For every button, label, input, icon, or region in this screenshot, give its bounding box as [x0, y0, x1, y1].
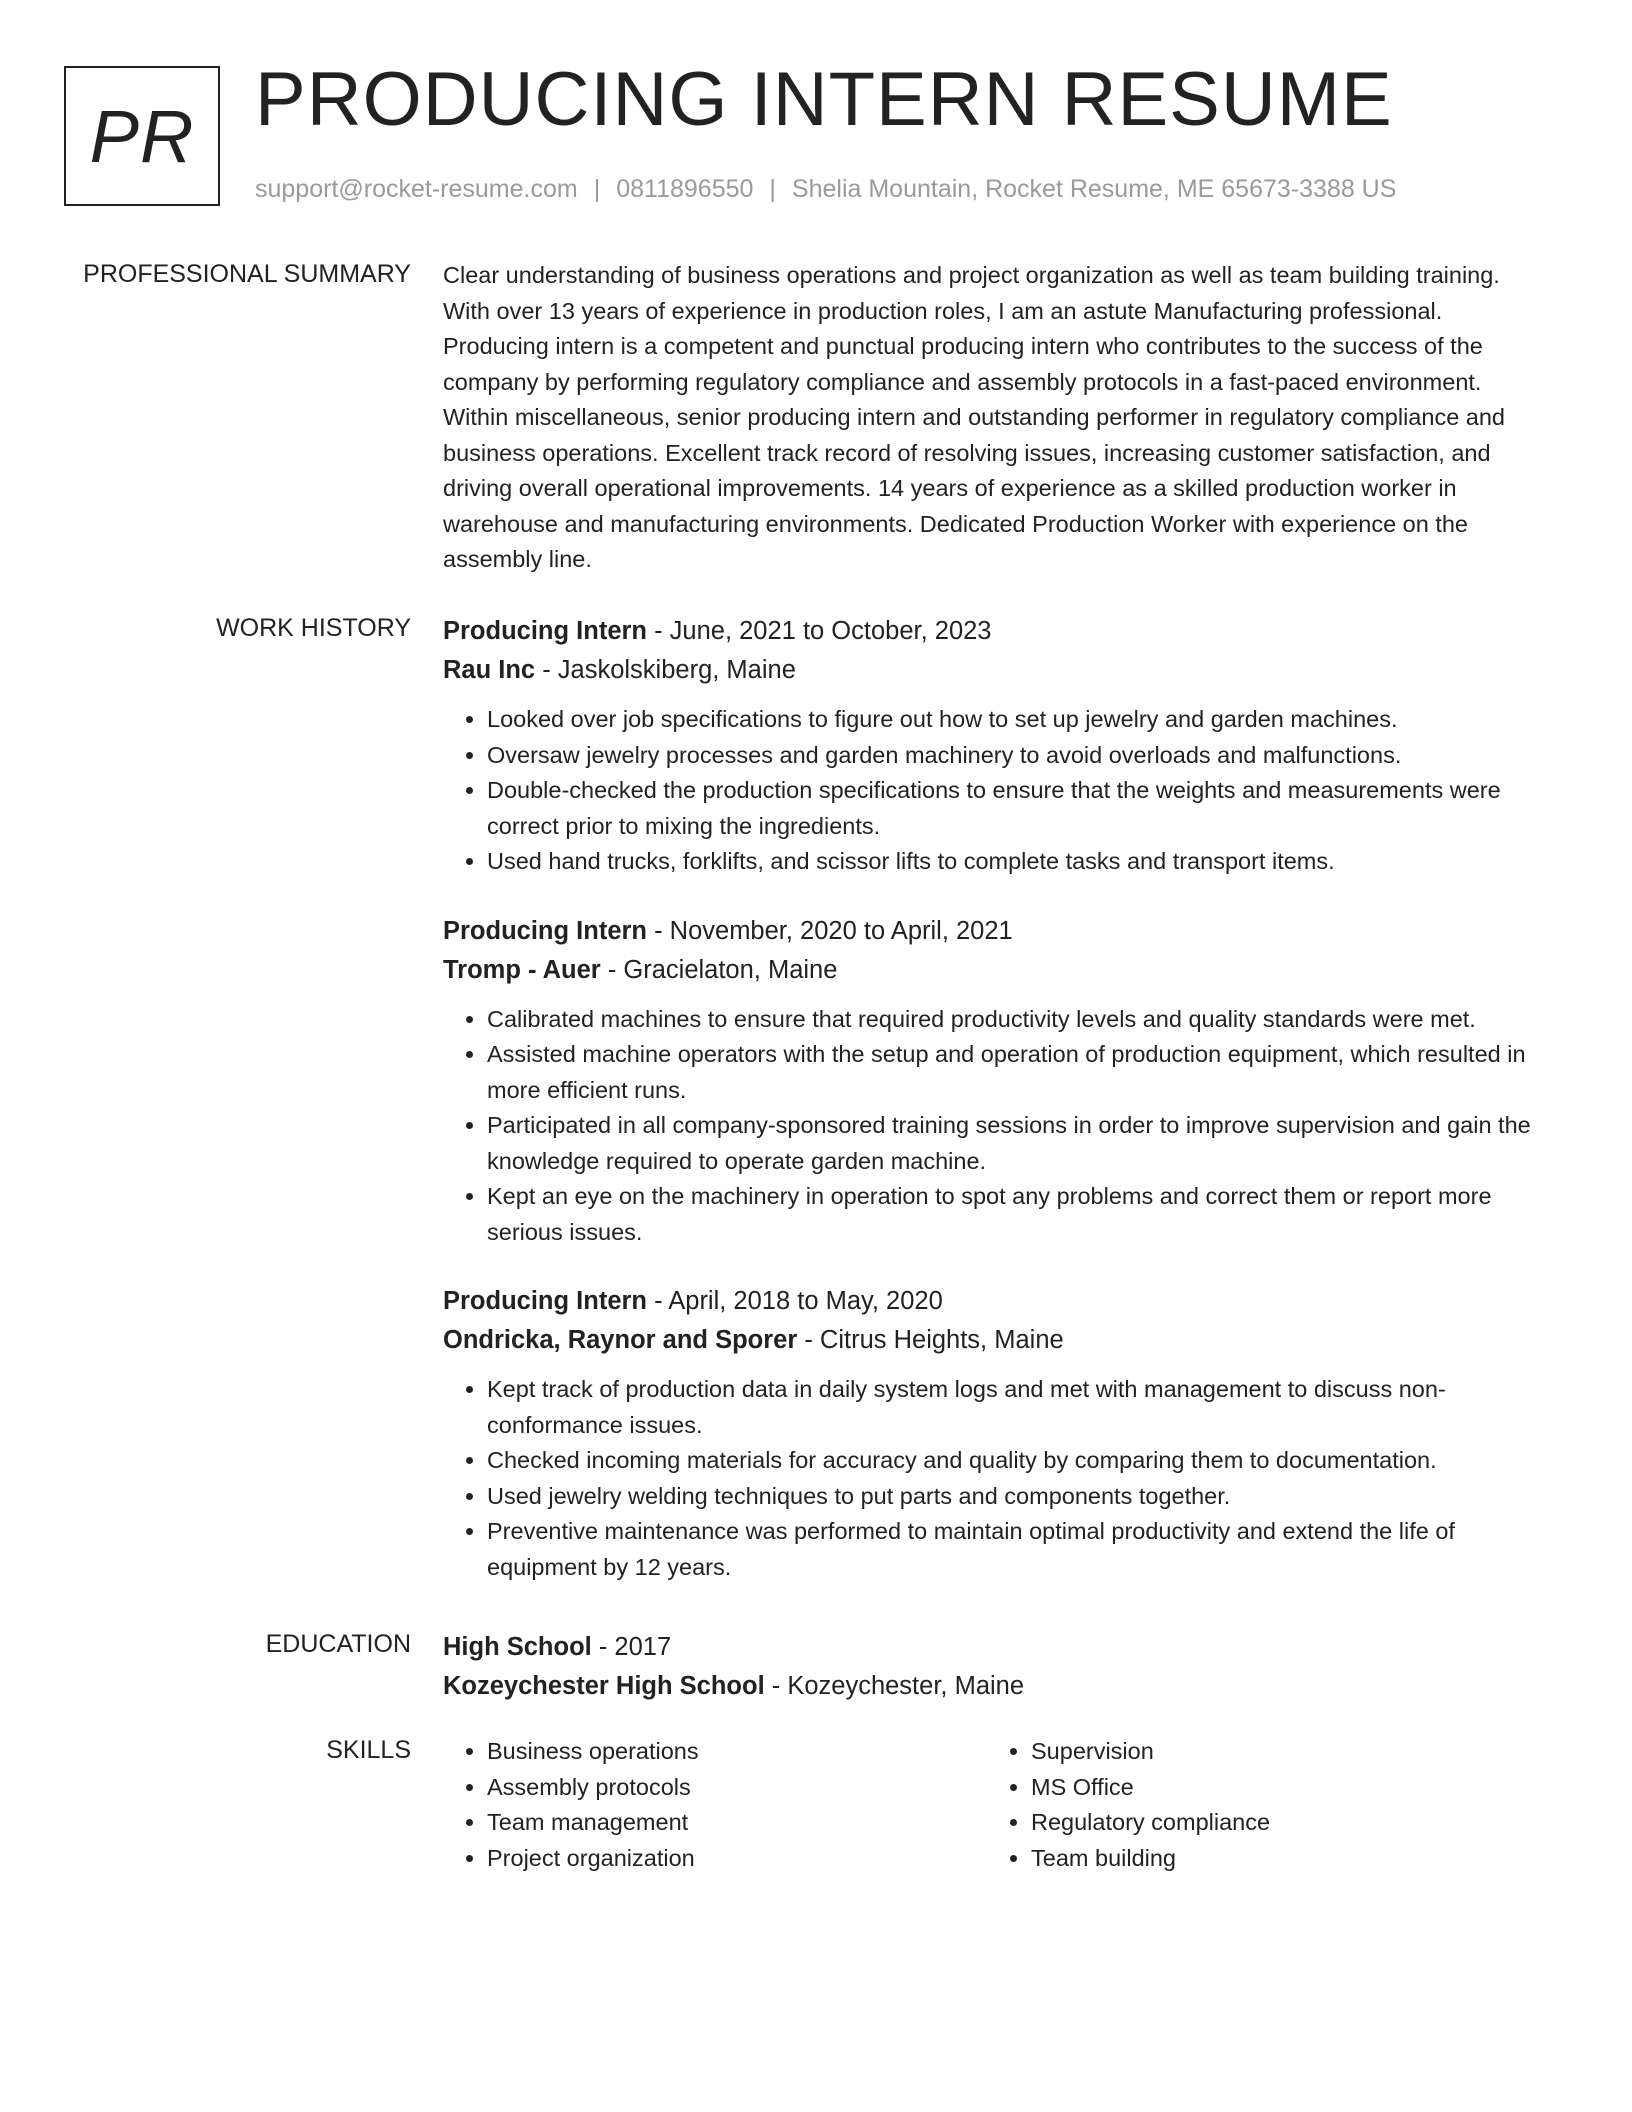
job-entry — [443, 1282, 1548, 1585]
summary-text: Clear understanding of business operations and project organization as well as team building training. With over 13 years of experience in production roles, I am an astute Manufacturing professional. Producing intern is a competent and punctual producing intern who contributes to the success of the company by performing regulatory compliance and assembly protocols in a fast-paced environment. Within miscellaneous, senior producing intern and outstanding performer in regulatory compliance and business operations. Excellent track record of resolving issues, increasing customer satisfaction, and driving overall operational improvements. 14 years of experience as a skilled production worker in warehouse and manufacturing environments. Dedicated Production Worker with experience on the assembly line. — [443, 262, 1505, 572]
job-dates: - April, 2018 to May, 2020 — [647, 1287, 943, 1315]
monogram-initials: PR — [89, 94, 195, 178]
education-body — [443, 1628, 1548, 1706]
job-bullet: • Looked over job specifications to figure out how to set up jewelry and garden machines. — [487, 702, 1548, 738]
job-bullet: • Kept an eye on the machinery in operation to spot any problems and correct them or report more serious issues. — [487, 1179, 1548, 1250]
contact-line — [255, 174, 1396, 204]
job-dates: - November, 2020 to April, 2021 — [647, 916, 1013, 945]
job-location: - Citrus Heights, Maine — [797, 1326, 1064, 1354]
contact-separator: | — [593, 175, 601, 203]
job-bullet: • Oversaw jewelry processes and garden machinery to avoid overloads and malfunctions. — [487, 738, 1548, 774]
job-bullets — [443, 702, 1548, 880]
summary-body — [443, 258, 1548, 578]
education-year: - 2017 — [591, 1633, 672, 1661]
skill-item: • MS Office — [1031, 1770, 1531, 1806]
job-bullet: • Participated in all company-sponsored training sessions in order to improve supervision and gain the knowledge required to operate garden machine. — [487, 1108, 1548, 1179]
section-label-summary: PROFESSIONAL SUMMARY — [83, 260, 411, 288]
skill-item: • Project organization — [487, 1841, 987, 1877]
monogram-box — [64, 66, 220, 206]
skills-body — [443, 1734, 1548, 1876]
job-company: Ondricka, Raynor and Sporer — [443, 1326, 798, 1354]
job-company-line — [443, 951, 1548, 990]
education-school-line — [443, 1667, 1548, 1706]
education-school: Kozeychester High School — [443, 1672, 765, 1700]
section-label-work-history: WORK HISTORY — [216, 614, 411, 642]
job-bullet: • Used hand trucks, forklifts, and scissor lifts to complete tasks and transport items. — [487, 844, 1548, 880]
resume-title: PRODUCING INTERN RESUME — [255, 57, 1393, 142]
job-bullet: • Calibrated machines to ensure that required productivity levels and quality standards were met. — [487, 1002, 1548, 1038]
contact-address: Shelia Mountain, Rocket Resume, ME 65673-3388 US — [791, 175, 1397, 203]
job-entry — [443, 612, 1548, 880]
contact-email: support@rocket-resume.com — [255, 175, 578, 203]
section-label-skills: SKILLS — [326, 1736, 411, 1764]
job-bullet: • Used jewelry welding techniques to put parts and components together. — [487, 1479, 1548, 1515]
skills-column-1 — [443, 1734, 987, 1876]
skills-columns — [443, 1734, 1548, 1876]
job-title-line — [443, 612, 1548, 651]
job-bullets — [443, 1372, 1548, 1585]
job-title-line — [443, 912, 1548, 951]
skill-item: • Business operations — [487, 1734, 987, 1770]
section-label-education: EDUCATION — [265, 1630, 411, 1658]
job-bullets — [443, 1002, 1548, 1251]
job-title-line — [443, 1282, 1548, 1321]
skills-column-2 — [987, 1734, 1531, 1876]
job-bullet: • Preventive maintenance was performed to maintain optimal productivity and extend the life of equipment by 12 years. — [487, 1514, 1548, 1585]
skill-item: • Assembly protocols — [487, 1770, 987, 1806]
job-company: Rau Inc — [443, 656, 536, 684]
job-bullet: • Double-checked the production specifications to ensure that the weights and measurements were correct prior to mixing the ingredients. — [487, 773, 1548, 844]
job-company: Tromp - Auer — [443, 955, 601, 984]
job-bullet: • Kept track of production data in daily system logs and met with management to discuss non-conformance issues. — [487, 1372, 1548, 1443]
job-company-line — [443, 651, 1548, 690]
job-company-line — [443, 1321, 1548, 1360]
job-location: - Jaskolskiberg, Maine — [535, 656, 796, 684]
education-degree-line — [443, 1628, 1548, 1667]
job-title: Producing Intern — [443, 1287, 647, 1315]
skill-item: • Regulatory compliance — [1031, 1805, 1531, 1841]
work-history-body — [443, 612, 1548, 1585]
job-dates: - June, 2021 to October, 2023 — [647, 617, 992, 645]
skill-item: • Team building — [1031, 1841, 1531, 1877]
job-entry — [443, 912, 1548, 1251]
skill-item: • Supervision — [1031, 1734, 1531, 1770]
job-bullet: • Assisted machine operators with the setup and operation of production equipment, which resulted in more efficient runs. — [487, 1037, 1548, 1108]
education-degree: High School — [443, 1633, 592, 1661]
contact-phone: 0811896550 — [616, 175, 754, 203]
job-title: Producing Intern — [443, 916, 647, 945]
skill-item: • Team management — [487, 1805, 987, 1841]
job-bullet: • Checked incoming materials for accuracy and quality by comparing them to documentation. — [487, 1443, 1548, 1479]
job-location: - Gracielaton, Maine — [600, 955, 838, 984]
contact-separator: | — [769, 175, 776, 203]
job-title: Producing Intern — [443, 617, 647, 645]
education-location: - Kozeychester, Maine — [764, 1672, 1025, 1700]
